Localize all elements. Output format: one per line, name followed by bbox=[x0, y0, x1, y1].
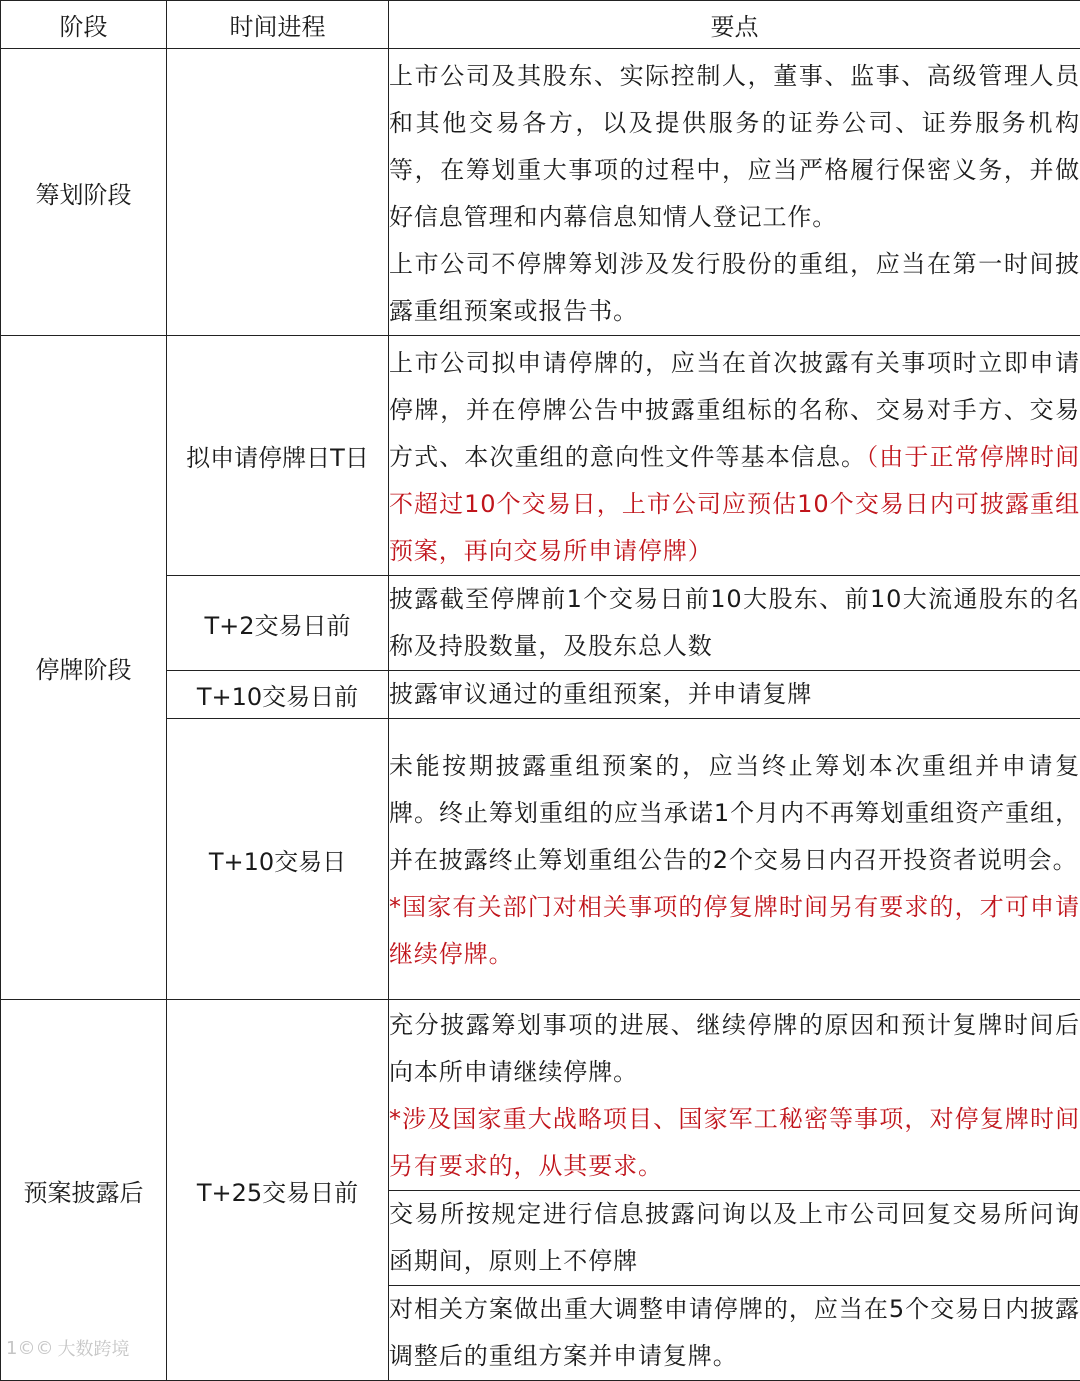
t-day-text: 上市公司拟申请停牌的，应当在首次披露有关事项时立即申请停牌，并在停牌公告中披露重组标的名称、交易对手方、交易方式、本次重组的意向性文件等基本信息。 bbox=[389, 349, 1080, 471]
points-after-plan-b: 交易所按规定进行信息披露问询以及上市公司回复交易所问询函期间，原则上不停牌 bbox=[389, 1191, 1080, 1286]
time-t10: T+10交易日 bbox=[167, 719, 389, 1000]
planning-point-2: 上市公司不停牌筹划涉及发行股份的重组，应当在第一时间披露重组预案或报告书。 bbox=[389, 241, 1080, 335]
header-stage: 阶段 bbox=[1, 1, 167, 49]
points-after-plan-c: 对相关方案做出重大调整申请停牌的，应当在5个交易日内披露调整后的重组方案并申请复牌。 bbox=[389, 1286, 1080, 1381]
watermark-logo: 1©© bbox=[6, 1338, 53, 1359]
points-after-plan-a bbox=[389, 1000, 1080, 1191]
points-t-day bbox=[389, 336, 1080, 576]
points-t10 bbox=[389, 719, 1080, 1000]
time-t2: T+2交易日前 bbox=[167, 576, 389, 671]
planning-point-1: 上市公司及其股东、实际控制人，董事、监事、高级管理人员和其他交易各方，以及提供服务的证券公司、证券服务机构等，在筹划重大事项的过程中，应当严格履行保密义务，并做好信息管理和内幕信息知情人登记工作。 bbox=[389, 53, 1080, 241]
time-t25: T+25交易日前 bbox=[167, 1000, 389, 1381]
row-suspension-t bbox=[1, 336, 1080, 576]
stage-after-plan: 预案披露后 bbox=[1, 1000, 167, 1381]
header-row bbox=[1, 1, 1080, 49]
watermark bbox=[6, 1335, 129, 1361]
points-planning bbox=[389, 49, 1080, 336]
stage-suspension: 停牌阶段 bbox=[1, 336, 167, 1000]
t10-text: 未能按期披露重组预案的，应当终止筹划本次重组并申请复牌。终止筹划重组的应当承诺1个月内不再筹划重组资产重组，并在披露终止筹划重组公告的2个交易日内召开投资者说明会。 bbox=[389, 743, 1080, 884]
row-planning bbox=[1, 49, 1080, 336]
time-t-day: 拟申请停牌日T日 bbox=[167, 336, 389, 576]
header-time: 时间进程 bbox=[167, 1, 389, 49]
row-after-plan-a bbox=[1, 1000, 1080, 1191]
stage-planning: 筹划阶段 bbox=[1, 49, 167, 336]
t10-note: *国家有关部门对相关事项的停复牌时间另有要求的，才可申请继续停牌。 bbox=[389, 884, 1080, 978]
after-plan-a-text: 充分披露筹划事项的进展、继续停牌的原因和预计复牌时间后向本所申请继续停牌。 bbox=[389, 1002, 1080, 1096]
after-plan-a-note: *涉及国家重大战略项目、国家军工秘密等事项，对停复牌时间另有要求的，从其要求。 bbox=[389, 1096, 1080, 1190]
time-t10-before: T+10交易日前 bbox=[167, 671, 389, 719]
t-day-note: （由于正常停牌时间不超过10个交易日，上市公司应预估10个交易日内可披露重组预案，再向交易所申请停牌） bbox=[389, 443, 1080, 565]
time-planning bbox=[167, 49, 389, 336]
watermark-text: 大数跨境 bbox=[57, 1335, 129, 1361]
points-t10-before: 披露审议通过的重组预案，并申请复牌 bbox=[389, 671, 1080, 719]
header-points: 要点 bbox=[389, 1, 1080, 49]
points-t2: 披露截至停牌前1个交易日前10大股东、前10大流通股东的名称及持股数量，及股东总人数 bbox=[389, 576, 1080, 671]
